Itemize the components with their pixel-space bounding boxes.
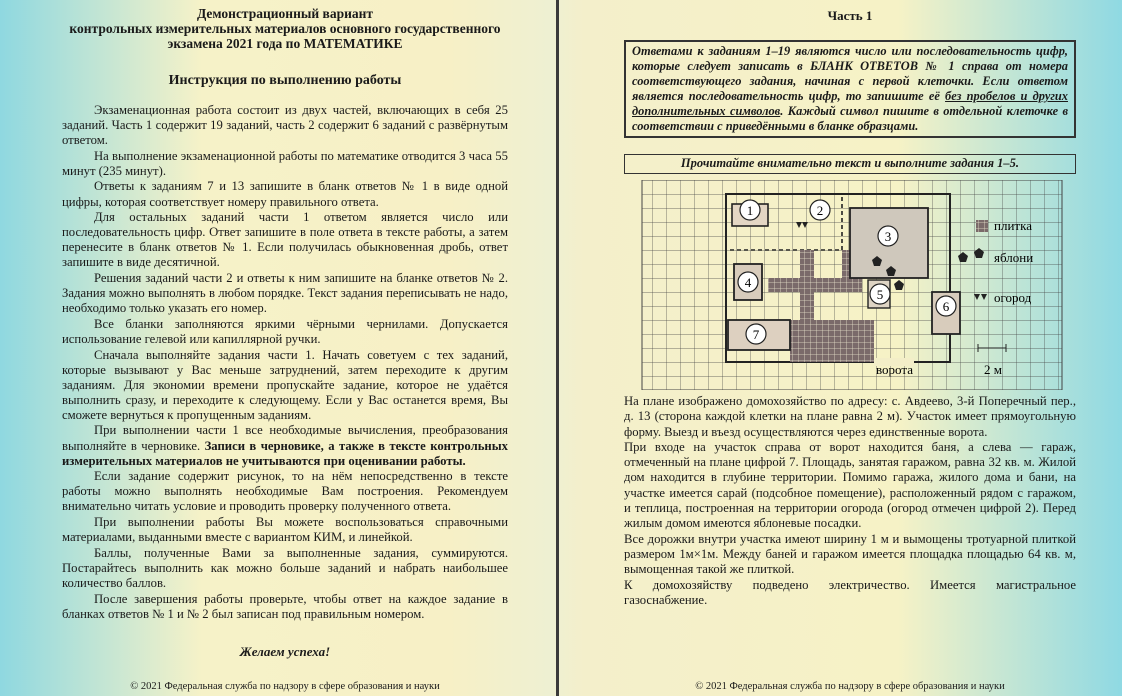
plan-number-1 — [740, 200, 760, 220]
household-plan — [624, 180, 1076, 390]
svg-text:5: 5 — [876, 287, 884, 302]
paragraph: Экзаменационная работа состоит из двух частей, включающих в себя 25 заданий. Часть 1 содержит 19 заданий, часть 2 содержит 6 заданий с развёрнутым ответом. — [62, 103, 508, 148]
part-title: Часть 1 — [827, 8, 873, 23]
legend-tile — [976, 218, 1032, 233]
box-text: Ответами к заданиям 1–19 являются число или последовательность цифр, которые следует записать в БЛАНК ОТВЕТОВ № 1 справа от номера соответствующего задания, начиная с первой клеточки. Если ответом является последовательность цифр, то запишите её — [632, 44, 1068, 103]
page-divider — [556, 0, 559, 696]
svg-text:плитка: плитка — [994, 218, 1032, 233]
good-luck-text: Желаем успеха! — [239, 643, 331, 659]
calc-plain: При выполнении части 1 все необходимые вычисления, преобразования выполняйте в черновике. — [62, 423, 508, 453]
answer-instructions-box — [624, 40, 1076, 138]
plan-number-7 — [746, 324, 766, 344]
paragraph: Баллы, полученные Вами за выполненные задания, суммируются. Постарайтесь выполнить как можно больше заданий и набрать наибольшее количество баллов. — [62, 545, 508, 590]
box-underlined-text: без пробелов и других дополнительных символов — [632, 89, 1068, 118]
paragraph: Для остальных заданий части 1 ответом является число или последовательность цифр. Ответ запишите в поле ответа в тексте работы, а затем перенесите в бланк ответов № 1. Если получилась обыкновенная дробь, ответ запишите в виде десятичной. — [62, 210, 508, 270]
copyright-footer: © 2021 Федеральная служба по надзору в сфере образования и науки — [130, 681, 440, 692]
plan-number-3 — [878, 226, 898, 246]
header-line: контрольных измерительных материалов основного государственного — [69, 21, 501, 36]
svg-text:2: 2 — [816, 203, 824, 218]
header-line: Демонстрационный вариант — [196, 6, 374, 21]
paragraph: Сначала выполняйте задания части 1. Начать советуем с тех заданий, которые вызывают у Вас меньше затруднений, затем переходите к другим заданиям. Для экономии времени пропускайте задание, которое не удаётся выполнить сразу, и переходите к следующему. Если у Вас останется время, Вы сможете вернуться к пропущенным заданиям. — [62, 347, 508, 422]
gate-label: ворота — [876, 362, 913, 377]
document-header — [62, 6, 508, 51]
plan-number-6 — [936, 296, 956, 316]
paragraph: После завершения работы проверьте, чтобы ответ на каждое задание в бланках ответов № 1 и № 2 был записан под правильным номером. — [62, 591, 508, 621]
header-line: экзамена 2021 года по МАТЕМАТИКЕ — [167, 36, 403, 51]
paragraph: Все бланки заполняются яркими чёрными чернилами. Допускается использование гелевой или капиллярной ручки. — [62, 316, 508, 346]
plan-description — [624, 394, 1076, 608]
svg-text:2 м: 2 м — [984, 362, 1002, 377]
paragraph: На плане изображено домохозяйство по адресу: с. Авдеево, 3-й Поперечный пер., д. 13 (сторона каждой клетки на плане равна 2 м). Участок имеет прямоугольную форму. Выезд и въезд осуществляются через единственные ворота. — [624, 394, 1076, 439]
svg-text:1: 1 — [746, 203, 754, 218]
tile-area — [790, 320, 874, 362]
calc-bold: Записи в черновике, а также в тексте контрольных измерительных материалов не учитываются при оценивании работы. — [62, 438, 508, 468]
paragraph: Решения заданий части 2 и ответы к ним запишите на бланке ответов № 2. Задания можно выполнять в любом порядке. Текст задания переписывать не надо, необходимо только указать его номер. — [62, 271, 508, 316]
read-text-banner: Прочитайте внимательно текст и выполните задания 1–5. — [624, 154, 1076, 174]
paragraph: Если задание содержит рисунок, то на нём непосредственно в тексте работы можно выполнять необходимые Вам построения. Рекомендуем внимательно читать условие и проводить проверку полученного ответа. — [62, 469, 508, 514]
paragraph: На выполнение экзаменационной работы по математике отводится 3 часа 55 минут (235 минут). — [62, 148, 508, 178]
box-text: . Каждый символ пишите в отдельной клеточке в соответствии с приведёнными в бланке образцами. — [632, 104, 1068, 133]
svg-text:7: 7 — [752, 327, 760, 342]
right-page — [560, 0, 1122, 696]
instruction-body — [62, 103, 508, 622]
instruction-title: Инструкция по выполнению работы — [168, 73, 402, 88]
svg-text:6: 6 — [942, 299, 950, 314]
paragraph: К домохозяйству подведено электричество. Имеется магистральное газоснабжение. — [624, 577, 1076, 607]
plan-number-5 — [870, 284, 890, 304]
svg-text:огород: огород — [994, 290, 1032, 305]
paragraph: Ответы к заданиям 7 и 13 запишите в бланк ответов № 1 в виде одной цифры, которая соответствует номеру правильного ответа. — [62, 179, 508, 209]
copyright-footer: © 2021 Федеральная служба по надзору в сфере образования и науки — [695, 681, 1005, 692]
plan-number-2 — [810, 200, 830, 220]
paragraph: Все дорожки внутри участка имеют ширину 1 м и вымощены тротуарной плиткой размером 1м×1м. Между баней и гаражом имеется площадка площадью 64 кв. м, вымощенная такой же плиткой. — [624, 531, 1076, 577]
paragraph-calculations — [62, 423, 508, 468]
svg-text:яблони: яблони — [994, 250, 1034, 265]
plan-number-4 — [738, 272, 758, 292]
paragraph: При выполнении работы Вы можете воспользоваться справочными материалами, выданными вместе с вариантом КИМ, и линейкой. — [62, 515, 508, 545]
svg-text:4: 4 — [744, 275, 752, 290]
svg-text:3: 3 — [884, 229, 892, 244]
left-page — [0, 0, 556, 696]
paragraph: При входе на участок справа от ворот находится баня, а слева — гараж, отмеченный на плане цифрой 7. Площадь, занятая гаражом, равна 32 кв. м. Жилой дом находится в глубине территории. Помимо гаража, жилого дома и бани, на участке имеется сарай (подсобное помещение), расположенный рядом с гаражом, и теплица, построенная на территории огорода (огород отмечен цифрой 2). Перед жилым домом имеются яблоневые посадки. — [624, 439, 1076, 531]
